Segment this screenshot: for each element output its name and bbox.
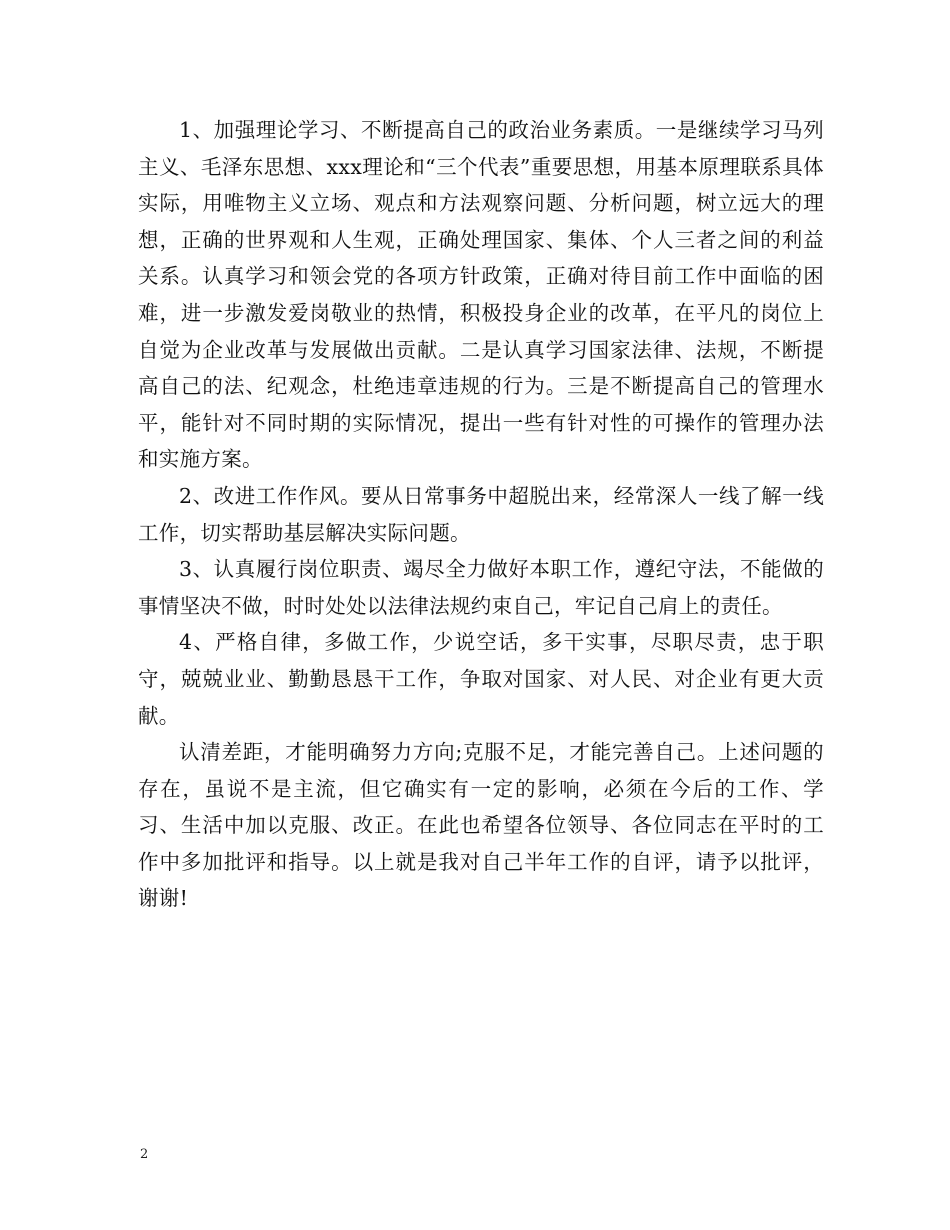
paragraph-2-work-style: 2、改进工作作风。要从日常事务中超脱出来，经常深人一线了解一线工作，切实帮助基层解决实际问题。 [138, 483, 824, 545]
paragraph-4-self-discipline: 4、严格自律，多做工作，少说空话，多干实事，尽职尽责，忠于职守，兢兢业业、勤勤恳恳干工作，争取对国家、对人民、对企业有更大贡献。 [138, 630, 824, 728]
paragraph-5-conclusion: 认清差距，才能明确努力方向;克服不足，才能完善自己。上述问题的存在，虽说不是主流，但它确实有一定的影响，必须在今后的工作、学习、生活中加以克服、改正。在此也希望各位领导、各位同志在平时的工作中多加批评和指导。以上就是我对自己半年工作的自评，请予以批评，谢谢! [138, 740, 824, 911]
page-number: 2 [140, 1147, 149, 1162]
paragraph-1-political-study: 1、加强理论学习、不断提高自己的政治业务素质。一是继续学习马列主义、毛泽东思想、xxx理论和“三个代表”重要思想，用基本原理联系具体实际，用唯物主义立场、观点和方法观察问题、分析问题，树立远大的理想，正确的世界观和人生观，正确处理国家、集体、个人三者之间的利益关系。认真学习和领会党的各项方针政策，正确对待目前工作中面临的困难，进一步激发爱岗敬业的热情，积极投身企业的改革，在平凡的岗位上自觉为企业改革与发展做出贡献。二是认真学习国家法律、法规，不断提高自己的法、纪观念，杜绝违章违规的行为。三是不断提高自己的管理水平，能针对不同时期的实际情况，提出一些有针对性的可操作的管理办法和实施方案。 [138, 118, 824, 472]
paragraph-3-job-duties: 3、认真履行岗位职责、竭尽全力做好本职工作，遵纪守法，不能做的事情坚决不做，时时处处以法律法规约束自己，牢记自己肩上的责任。 [138, 557, 824, 618]
document-body [138, 112, 824, 917]
